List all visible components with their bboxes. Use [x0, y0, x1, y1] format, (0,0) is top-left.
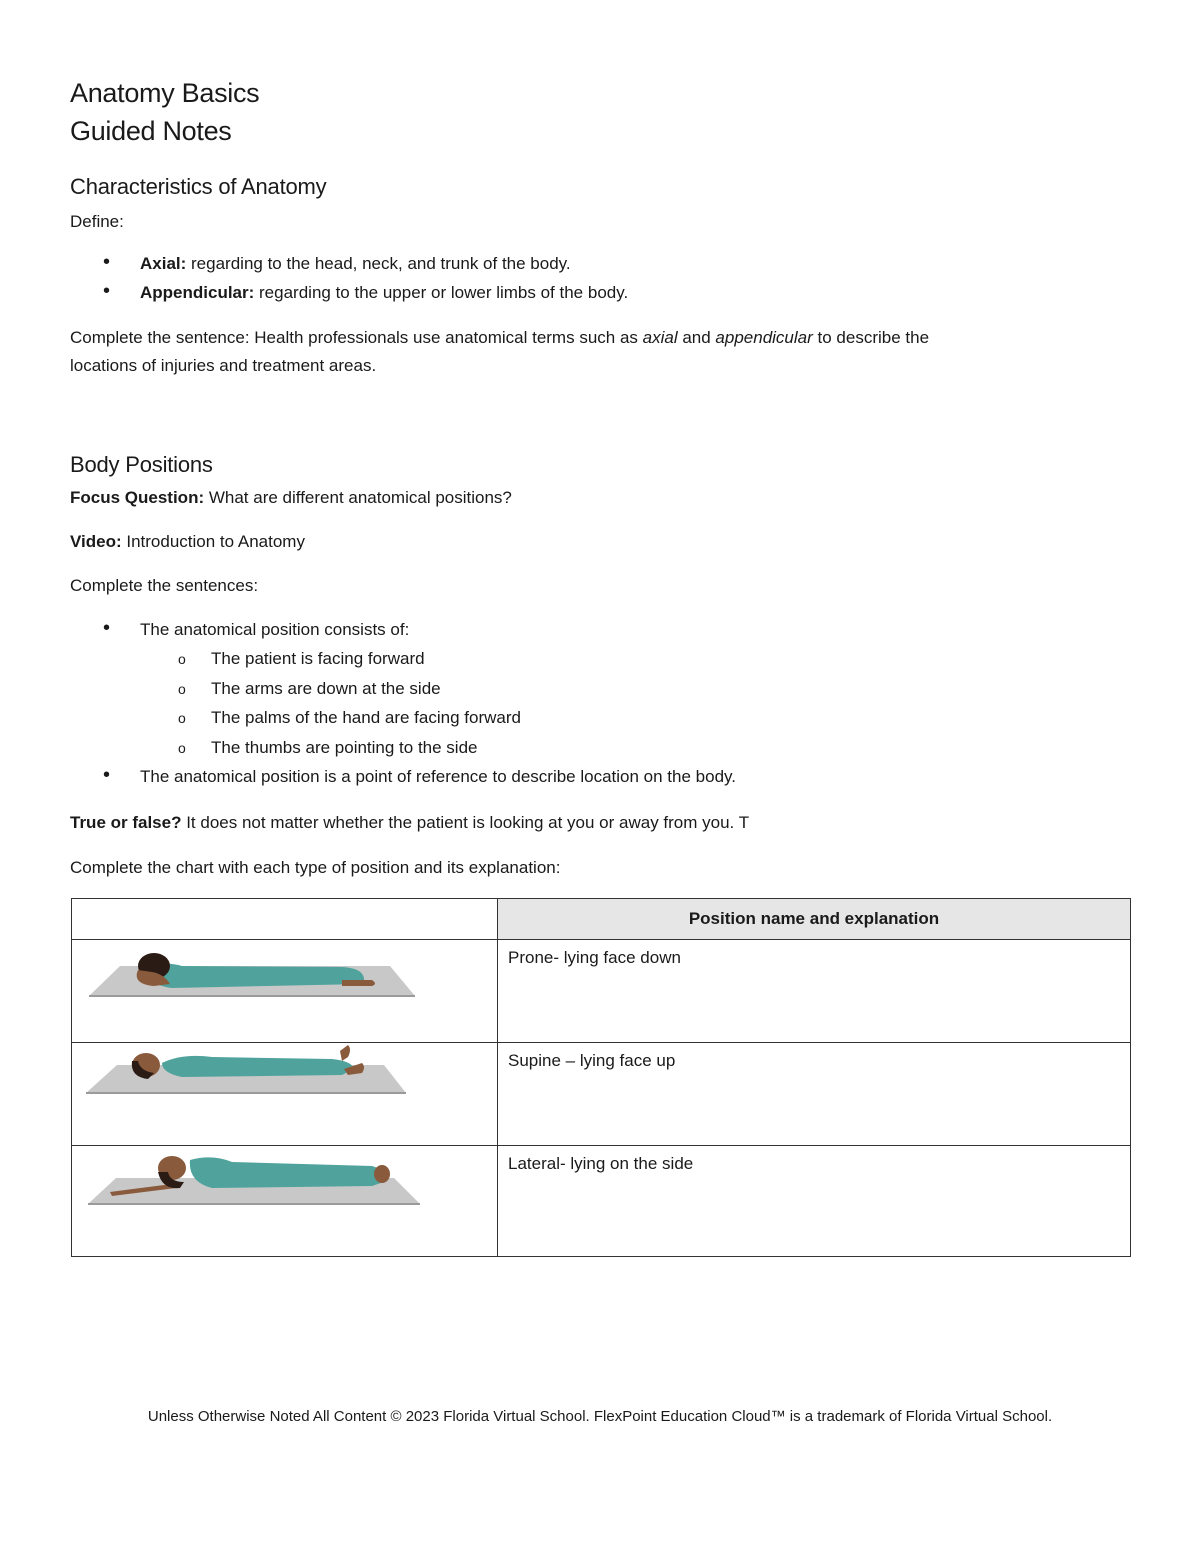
complete-sentences-label: Complete the sentences: — [70, 576, 259, 595]
sentence-suffix: to describe the — [812, 328, 930, 347]
chart-header-blank — [72, 899, 498, 940]
sentence-and: and — [677, 328, 716, 347]
footer-copyright: Unless Otherwise Noted All Content © 2023 Florida Virtual School. FlexPoint Education Cloud™ is a trademark of Florida Virtual School. — [147, 1408, 1053, 1425]
complete-sentence — [70, 324, 1130, 380]
focus-text: What are different anatomical positions? — [204, 488, 512, 507]
video-title: Introduction to Anatomy — [121, 532, 305, 551]
define-label: Define: — [70, 212, 124, 231]
term-appendicular — [140, 283, 628, 303]
tf-text: It does not matter whether the patient is looking at you or away from you. T — [181, 813, 750, 832]
sentence-italic-axial: axial — [642, 328, 678, 347]
table-row — [72, 1146, 1131, 1257]
bullet-anatomical-position: • The anatomical position consists of: — [140, 620, 409, 640]
lateral-figure-icon — [72, 1146, 497, 1240]
sub-item: o The thumbs are pointing to the side — [211, 738, 478, 758]
focus-label: Focus Question: — [70, 488, 205, 507]
sentence-prefix: Complete the sentence: Health professionals use anatomical terms such as — [70, 328, 643, 347]
true-false-question — [70, 809, 749, 837]
term-axial-label: Axial: — [140, 254, 187, 273]
positions-chart — [71, 898, 1131, 1257]
sub-item: o The palms of the hand are facing forward — [211, 708, 521, 728]
focus-question — [70, 484, 512, 512]
table-row — [72, 940, 1131, 1043]
sub-item: o The arms are down at the side — [211, 679, 441, 699]
explanation-cell: Supine – lying face up — [498, 1043, 1131, 1146]
video-line — [70, 528, 305, 556]
image-cell — [72, 1043, 498, 1146]
characteristics-heading: Characteristics of Anatomy — [70, 174, 327, 199]
image-cell — [72, 940, 498, 1043]
document-title — [70, 74, 259, 150]
sentence-italic-appendicular: appendicular — [715, 328, 813, 347]
explanation-cell: Lateral- lying on the side — [498, 1146, 1131, 1257]
video-label: Video: — [70, 532, 122, 551]
table-row — [72, 1043, 1131, 1146]
bullet-point-of-reference: • The anatomical position is a point of reference to describe location on the body. — [140, 767, 736, 787]
title-line-2: Guided Notes — [70, 116, 232, 146]
supine-figure-icon — [72, 1043, 497, 1129]
term-appendicular-label: Appendicular: — [140, 283, 255, 302]
tf-label: True or false? — [70, 813, 182, 832]
body-positions-heading: Body Positions — [70, 452, 213, 477]
sentence-line-2: locations of injuries and treatment areas. — [70, 356, 377, 375]
explanation-cell: Prone- lying face down — [498, 940, 1131, 1043]
image-cell — [72, 1146, 498, 1257]
term-axial-definition: regarding to the head, neck, and trunk of the body. — [186, 254, 571, 273]
title-line-1: Anatomy Basics — [70, 78, 260, 108]
chart-header: Position name and explanation — [498, 899, 1131, 940]
prone-figure-icon — [72, 940, 497, 1026]
chart-header-row — [72, 899, 1131, 940]
term-axial — [140, 254, 571, 274]
term-appendicular-definition: regarding to the upper or lower limbs of the body. — [254, 283, 629, 302]
chart-intro: Complete the chart with each type of position and its explanation: — [70, 858, 561, 877]
sub-item: o The patient is facing forward — [211, 649, 425, 669]
